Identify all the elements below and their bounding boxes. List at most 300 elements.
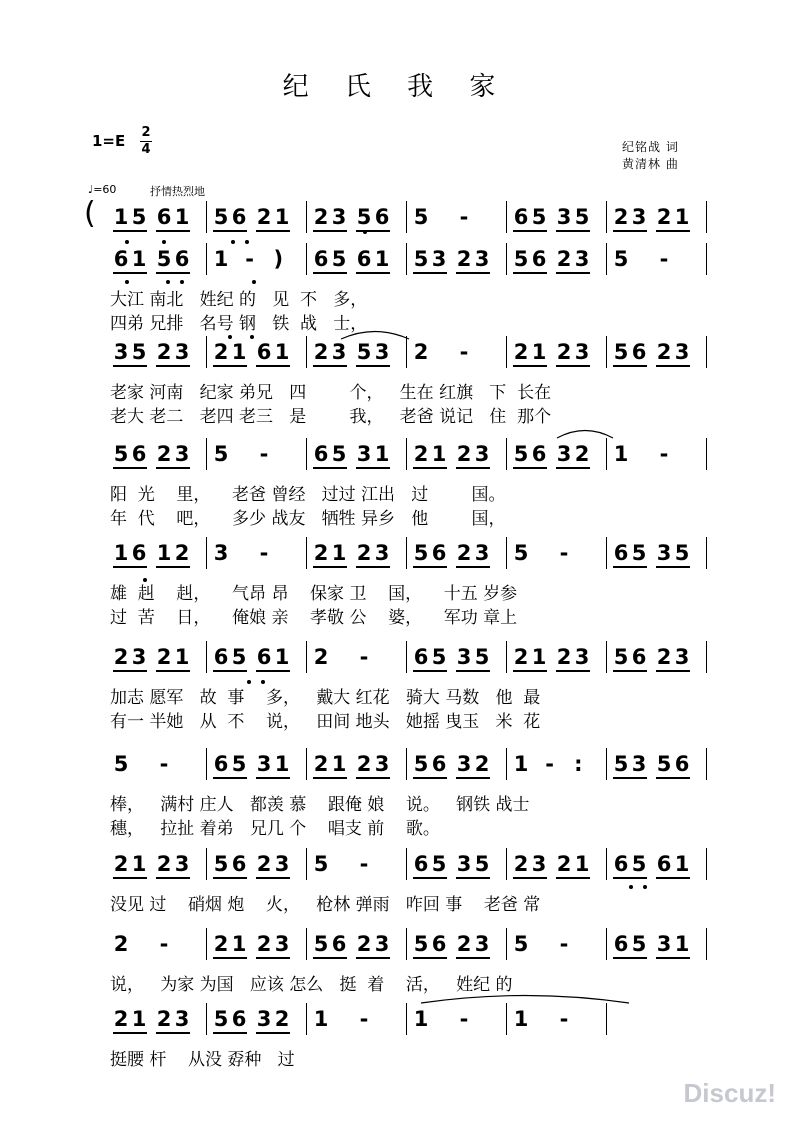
beam-line: [513, 272, 547, 274]
note-digit: 3: [656, 541, 672, 565]
beam-line: [356, 777, 390, 779]
lyric-line-1: 说， 为家 为国 应该 怎么 挺 着 活， 姓纪 的: [110, 975, 513, 995]
beam-line: [613, 877, 647, 879]
bar-line: [506, 438, 507, 470]
note-digit: 3: [356, 442, 372, 466]
note-digit: 2: [513, 645, 529, 669]
note-digit: 5: [113, 752, 129, 776]
note-digit: 6: [356, 247, 372, 271]
octave-dot: [228, 335, 232, 339]
note-digit: 5: [474, 852, 490, 876]
note-digit: 3: [456, 752, 472, 776]
octave-dot: [629, 885, 633, 889]
dash-mark: -: [259, 442, 269, 466]
beam-line: [256, 365, 290, 367]
lyric-line-2: 穗， 拉扯 着弟 兄几 个 唱支 前 歌。: [110, 819, 440, 839]
note-digit: 6: [413, 852, 429, 876]
note-digit: 5: [231, 752, 247, 776]
composer-credit: 黄清林 曲: [622, 157, 679, 171]
beam-line: [313, 957, 347, 959]
beam-line: [513, 365, 547, 367]
dash-mark: -: [159, 932, 169, 956]
dash-mark: -: [659, 247, 669, 271]
beam-line: [656, 566, 690, 568]
slur: [420, 990, 630, 1004]
note-digit: 6: [256, 340, 272, 364]
lyric-line-1: 大江 南北 姓纪 的 见 不 多，: [110, 290, 368, 310]
note-digit: 2: [274, 1007, 290, 1031]
note-digit: 2: [256, 932, 272, 956]
bar-line: [406, 928, 407, 960]
bar-line: [206, 641, 207, 673]
beam-line: [213, 1032, 247, 1034]
note-digit: 3: [374, 541, 390, 565]
bar-line: [306, 201, 307, 233]
note-digit: 5: [674, 541, 690, 565]
note-digit: 5: [574, 205, 590, 229]
octave-dot: [166, 280, 170, 284]
bar-line: [206, 748, 207, 780]
note-digit: 2: [256, 205, 272, 229]
bar-line: [406, 848, 407, 880]
beam-line: [456, 670, 490, 672]
note-digit: 3: [331, 340, 347, 364]
note-digit: 5: [474, 645, 490, 669]
beam-line: [456, 272, 490, 274]
note-digit: 6: [431, 932, 447, 956]
note-digit: 2: [113, 852, 129, 876]
octave-dot: [231, 240, 235, 244]
beam-line: [313, 365, 347, 367]
beam-line: [156, 566, 190, 568]
beam-line: [513, 877, 547, 879]
note-digit: 6: [531, 247, 547, 271]
note-digit: 1: [374, 442, 390, 466]
note-digit: 1: [531, 645, 547, 669]
beam-line: [656, 877, 690, 879]
bar-line: [506, 201, 507, 233]
note-digit: 5: [531, 205, 547, 229]
beam-line: [156, 365, 190, 367]
note-digit: 5: [331, 247, 347, 271]
note-digit: 1: [113, 541, 129, 565]
note-digit: 3: [113, 340, 129, 364]
note-digit: 3: [574, 247, 590, 271]
lyric-line-1: 雄 赳 赳， 气昂 昂 保家 卫 国， 十五 岁参: [110, 584, 518, 604]
note-digit: 5: [513, 442, 529, 466]
note-digit: 5: [513, 247, 529, 271]
note-digit: 3: [631, 752, 647, 776]
note-digit: 2: [574, 442, 590, 466]
note-digit: 1: [513, 752, 529, 776]
note-digit: 5: [213, 852, 229, 876]
beam-line: [156, 230, 190, 232]
dash-mark: -: [559, 932, 569, 956]
note-digit: 1: [674, 932, 690, 956]
beam-line: [156, 272, 190, 274]
octave-dot: [125, 240, 129, 244]
note-digit: 3: [474, 442, 490, 466]
bar-line: [606, 928, 607, 960]
note-digit: 3: [174, 1007, 190, 1031]
beam-line: [256, 777, 290, 779]
note-digit: ): [273, 247, 284, 271]
bar-line: [206, 848, 207, 880]
bar-line: [306, 438, 307, 470]
bar-line: [206, 243, 207, 275]
note-digit: 6: [131, 541, 147, 565]
beam-line: [456, 877, 490, 879]
note-digit: 3: [531, 852, 547, 876]
bar-line: [206, 928, 207, 960]
note-digit: 3: [256, 1007, 272, 1031]
dash-mark: -: [459, 1007, 469, 1031]
note-digit: 6: [431, 541, 447, 565]
note-digit: 2: [113, 645, 129, 669]
note-digit: 5: [613, 247, 629, 271]
lyric-line-2: 四弟 兄排 名号 钢 铁 战 士，: [110, 314, 368, 334]
dash-mark: -: [545, 752, 555, 776]
note-digit: 2: [156, 852, 172, 876]
note-digit: 6: [213, 645, 229, 669]
dash-mark: -: [559, 1007, 569, 1031]
bar-line: [406, 201, 407, 233]
note-digit: 6: [256, 645, 272, 669]
note-digit: 3: [674, 645, 690, 669]
beam-line: [313, 467, 347, 469]
note-digit: :: [574, 752, 583, 776]
dash-mark: -: [259, 541, 269, 565]
lyric-line-1: 没见 过 硝烟 炮 火， 枪林 弹雨 咋回 事 老爸 常: [110, 895, 541, 915]
note-digit: 3: [331, 205, 347, 229]
note-digit: 6: [174, 247, 190, 271]
bar-line: [706, 201, 707, 233]
dash-mark: -: [359, 1007, 369, 1031]
bar-line: [406, 243, 407, 275]
note-digit: 5: [213, 442, 229, 466]
beam-line: [156, 467, 190, 469]
repeat-parenthesis: (: [84, 196, 96, 231]
beam-line: [513, 230, 547, 232]
note-digit: 6: [131, 442, 147, 466]
bar-line: [306, 848, 307, 880]
beam-line: [513, 670, 547, 672]
beam-line: [313, 777, 347, 779]
note-digit: 1: [331, 541, 347, 565]
beam-line: [656, 957, 690, 959]
note-digit: 5: [231, 645, 247, 669]
note-digit: 5: [413, 205, 429, 229]
bar-line: [606, 848, 607, 880]
note-digit: 6: [613, 541, 629, 565]
bar-line: [506, 848, 507, 880]
watermark-logo: Discuz!: [683, 1078, 776, 1108]
note-digit: 5: [656, 752, 672, 776]
note-digit: 2: [256, 852, 272, 876]
note-digit: 1: [174, 205, 190, 229]
beam-line: [413, 670, 447, 672]
note-digit: 3: [474, 541, 490, 565]
beam-line: [256, 670, 290, 672]
note-digit: 6: [313, 247, 329, 271]
beam-line: [156, 670, 190, 672]
note-digit: 5: [313, 932, 329, 956]
bar-line: [606, 641, 607, 673]
beam-line: [113, 230, 147, 232]
bar-line: [506, 1003, 507, 1035]
note-digit: 6: [331, 932, 347, 956]
beam-line: [113, 877, 147, 879]
note-digit: 5: [213, 205, 229, 229]
bar-line: [306, 748, 307, 780]
note-digit: 3: [274, 852, 290, 876]
beam-line: [313, 566, 347, 568]
note-digit: 5: [631, 541, 647, 565]
beam-line: [513, 467, 547, 469]
note-digit: 2: [456, 541, 472, 565]
bar-line: [506, 537, 507, 569]
time-signature: [140, 126, 152, 157]
bar-line: [306, 243, 307, 275]
bar-line: [606, 1003, 607, 1035]
note-digit: 2: [313, 541, 329, 565]
octave-dot: [247, 680, 251, 684]
note-digit: 2: [456, 442, 472, 466]
note-digit: 1: [274, 205, 290, 229]
beam-line: [313, 272, 347, 274]
beam-line: [356, 566, 390, 568]
note-digit: 3: [174, 340, 190, 364]
beam-line: [356, 230, 390, 232]
note-digit: 3: [131, 645, 147, 669]
note-digit: 5: [313, 852, 329, 876]
beam-line: [413, 467, 447, 469]
note-digit: 6: [231, 205, 247, 229]
slur: [340, 326, 410, 340]
beam-line: [613, 566, 647, 568]
note-digit: 3: [174, 852, 190, 876]
note-digit: 2: [156, 1007, 172, 1031]
beam-line: [113, 670, 147, 672]
bar-line: [306, 336, 307, 368]
note-digit: 1: [231, 340, 247, 364]
note-digit: 6: [213, 752, 229, 776]
beam-line: [113, 467, 147, 469]
note-digit: 1: [531, 340, 547, 364]
note-digit: 2: [356, 932, 372, 956]
bar-line: [606, 748, 607, 780]
note-digit: 1: [131, 1007, 147, 1031]
octave-dot: [261, 680, 265, 684]
bar-line: [406, 537, 407, 569]
note-digit: 1: [113, 205, 129, 229]
note-digit: 5: [131, 340, 147, 364]
bar-line: [306, 1003, 307, 1035]
note-digit: 3: [474, 247, 490, 271]
beam-line: [613, 670, 647, 672]
lyric-line-2: 老大 老二 老四 老三 是 我， 老爸 说记 住 那个: [110, 407, 552, 427]
bar-line: [306, 641, 307, 673]
note-digit: 2: [356, 752, 372, 776]
octave-dot: [363, 230, 367, 234]
note-digit: 3: [631, 205, 647, 229]
note-digit: 1: [274, 645, 290, 669]
time-signature-bottom: 4: [141, 142, 151, 157]
dash-mark: -: [559, 541, 569, 565]
octave-dot: [180, 280, 184, 284]
dash-mark: -: [359, 852, 369, 876]
note-digit: 6: [631, 340, 647, 364]
note-digit: 2: [556, 247, 572, 271]
note-digit: 1: [613, 442, 629, 466]
bar-line: [206, 438, 207, 470]
note-digit: 2: [313, 205, 329, 229]
note-digit: 1: [313, 1007, 329, 1031]
bar-line: [206, 1003, 207, 1035]
octave-dot: [252, 280, 256, 284]
note-digit: 1: [131, 247, 147, 271]
note-digit: 2: [556, 852, 572, 876]
octave-dot: [143, 578, 147, 582]
note-digit: 1: [213, 247, 229, 271]
lyric-line-2: 过 苦 日， 俺娘 亲 孝敬 公 婆， 军功 章上: [110, 608, 518, 628]
beam-line: [556, 230, 590, 232]
note-digit: 3: [174, 442, 190, 466]
note-digit: 3: [213, 541, 229, 565]
note-digit: 1: [431, 442, 447, 466]
note-digit: 5: [156, 247, 172, 271]
dash-mark: -: [359, 645, 369, 669]
beam-line: [656, 230, 690, 232]
note-digit: 5: [431, 852, 447, 876]
note-digit: 6: [374, 205, 390, 229]
beam-line: [456, 777, 490, 779]
bar-line: [206, 336, 207, 368]
beam-line: [356, 272, 390, 274]
note-digit: 2: [513, 852, 529, 876]
bar-line: [506, 748, 507, 780]
beam-line: [656, 670, 690, 672]
beam-line: [156, 1032, 190, 1034]
note-digit: 2: [156, 645, 172, 669]
bar-line: [406, 641, 407, 673]
bar-line: [606, 243, 607, 275]
beam-line: [413, 777, 447, 779]
beam-line: [356, 957, 390, 959]
note-digit: 2: [474, 752, 490, 776]
bar-line: [706, 641, 707, 673]
note-digit: 2: [313, 340, 329, 364]
note-digit: 2: [213, 932, 229, 956]
note-digit: 6: [231, 1007, 247, 1031]
note-digit: 6: [674, 752, 690, 776]
lyricist-credit: 纪铭战 词: [622, 140, 679, 154]
note-digit: 2: [156, 442, 172, 466]
note-digit: 2: [613, 205, 629, 229]
note-digit: 6: [313, 442, 329, 466]
note-digit: 6: [431, 752, 447, 776]
beam-line: [556, 467, 590, 469]
note-digit: 5: [413, 541, 429, 565]
bar-line: [606, 537, 607, 569]
beam-line: [313, 230, 347, 232]
note-digit: 1: [231, 932, 247, 956]
note-digit: 5: [513, 932, 529, 956]
beam-line: [556, 272, 590, 274]
beam-line: [556, 670, 590, 672]
beam-line: [456, 957, 490, 959]
note-digit: 5: [613, 340, 629, 364]
note-digit: 1: [574, 852, 590, 876]
beam-line: [556, 365, 590, 367]
note-digit: 3: [374, 340, 390, 364]
bar-line: [706, 243, 707, 275]
bar-line: [506, 641, 507, 673]
beam-line: [413, 566, 447, 568]
note-digit: 3: [274, 932, 290, 956]
note-digit: 5: [331, 442, 347, 466]
bar-line: [306, 928, 307, 960]
lyric-line-2: 有一 半她 从 不 说， 田间 地头 她摇 曳玉 米 花: [110, 712, 541, 732]
note-digit: 5: [613, 752, 629, 776]
note-digit: 2: [313, 752, 329, 776]
page-title: 纪 氏 我 家: [282, 72, 510, 102]
note-digit: 3: [431, 247, 447, 271]
note-digit: 6: [231, 852, 247, 876]
note-digit: 6: [531, 442, 547, 466]
bar-line: [506, 336, 507, 368]
note-digit: 5: [431, 645, 447, 669]
beam-line: [113, 272, 147, 274]
note-digit: 1: [174, 645, 190, 669]
octave-dot: [245, 240, 249, 244]
bar-line: [606, 336, 607, 368]
note-digit: 2: [174, 541, 190, 565]
note-digit: 2: [356, 541, 372, 565]
lyric-line-1: 加志 愿军 故 事 多， 戴大 红花 骑大 马数 他 最: [110, 688, 541, 708]
note-digit: 2: [656, 340, 672, 364]
note-digit: 1: [413, 1007, 429, 1031]
lyric-line-1: 阳 光 里， 老爸 曾经 过过 江出 过 国。: [110, 485, 506, 505]
beam-line: [613, 777, 647, 779]
note-digit: 6: [613, 932, 629, 956]
bar-line: [406, 438, 407, 470]
note-digit: 3: [574, 340, 590, 364]
note-digit: 5: [413, 932, 429, 956]
note-digit: 5: [513, 541, 529, 565]
note-digit: 1: [674, 205, 690, 229]
beam-line: [113, 365, 147, 367]
note-digit: 3: [256, 752, 272, 776]
note-digit: 1: [674, 852, 690, 876]
time-signature-top: 2: [141, 125, 151, 140]
beam-line: [256, 877, 290, 879]
dash-mark: -: [459, 205, 469, 229]
beam-line: [356, 365, 390, 367]
key-signature: 1=E: [92, 132, 126, 150]
bar-line: [706, 748, 707, 780]
beam-line: [113, 1032, 147, 1034]
lyric-line-1: 老家 河南 纪家 弟兄 四 个， 生在 红旗 下 长在: [110, 383, 552, 403]
beam-line: [213, 777, 247, 779]
tempo-marking: ♩=60: [88, 183, 117, 196]
beam-line: [556, 877, 590, 879]
note-digit: 1: [331, 752, 347, 776]
note-digit: 5: [413, 752, 429, 776]
note-digit: 6: [513, 205, 529, 229]
bar-line: [606, 438, 607, 470]
beam-line: [213, 365, 247, 367]
